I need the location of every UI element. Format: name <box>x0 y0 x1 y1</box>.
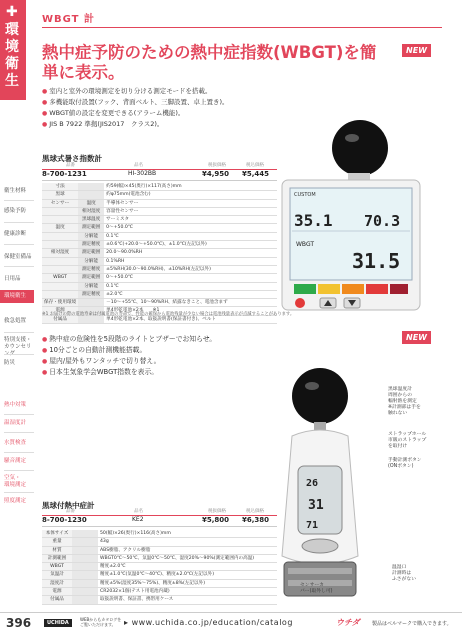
sidebar-item-1[interactable]: 感染予防 <box>4 208 27 214</box>
spec-key: 相対湿度 <box>42 249 78 257</box>
sidebar-sub-1[interactable]: 温湿度計 <box>4 420 27 426</box>
svg-text:35.1: 35.1 <box>294 211 333 230</box>
svg-text:CUSTOM: CUSTOM <box>294 192 316 198</box>
spec-row <box>42 241 277 249</box>
callout-button: 手動計測ボタン (ONボタン) <box>388 458 422 469</box>
footer-rule <box>0 612 462 613</box>
footnote: ※1 お届けの際の電池寿命は付属電池の寿命で、性能の確保から電池残量が少ない場合は電池残量表示が点滅することがあります。 <box>42 312 295 317</box>
spec-row <box>42 224 277 232</box>
spec-subkey <box>72 571 98 579</box>
spec-key: 湿度計 <box>42 579 72 587</box>
spec-row <box>42 554 277 562</box>
svg-text:71: 71 <box>306 520 319 531</box>
product-title-2: 黒球付熱中症計 <box>42 501 95 510</box>
spec-subkey: 黒球温度 <box>78 216 104 224</box>
spec-row <box>42 232 277 240</box>
spec-row <box>42 249 277 257</box>
spec-value: 単4形乾電池×2本 ※1 <box>104 307 277 315</box>
spec-row <box>42 282 277 290</box>
spec-key: 寸法 <box>42 183 78 191</box>
feature-item: ● 熱中症の危険性を5段階のライトとブザーでお知らせ。 <box>42 334 292 345</box>
footer-brand: ウチダ <box>336 618 360 627</box>
sidebar-sub-5[interactable]: 照度測定 <box>4 498 27 504</box>
spec-key <box>42 216 78 224</box>
spec-value: ±2.0℃ <box>104 290 277 298</box>
category-rule <box>42 27 442 28</box>
sidebar-item-2[interactable]: 健康診断 <box>4 231 27 237</box>
footer-web-note: WEBからもカタログを ご覧いただけます。 <box>80 617 122 627</box>
spec-value: 43g <box>98 538 277 546</box>
spec-row <box>42 588 277 596</box>
spec-value: ±0.6℃(+20.0～+50.0℃)、±1.0℃(左記以外) <box>104 241 277 249</box>
spec-subkey: 測定範囲 <box>78 249 104 257</box>
spec-row <box>42 207 277 215</box>
spec-subkey <box>78 191 104 199</box>
spec-subkey <box>72 579 98 587</box>
spec-row <box>42 290 277 298</box>
spec-subkey <box>72 588 98 596</box>
sidebar-sub-3[interactable]: 騒音測定 <box>4 458 27 464</box>
spec-value: 0～+50.0℃ <box>104 274 277 282</box>
spec-subkey: 分解能 <box>78 257 104 265</box>
spec-row <box>42 596 277 604</box>
sidebar-item-7[interactable]: 特別支援・ カウンセリ <box>4 337 32 350</box>
spec-key: 黒球 <box>42 191 78 199</box>
sidebar-item-9[interactable]: 防災 <box>4 360 16 366</box>
spec-value: 0.1℃ <box>104 232 277 240</box>
feature-item: ● 屋内/屋外もワンタッチで切り替え。 <box>42 356 292 367</box>
spec-table-1 <box>42 183 277 324</box>
sidebar <box>0 0 36 644</box>
spec-subkey: 測定範囲 <box>78 224 104 232</box>
spec-key <box>42 241 78 249</box>
feature-item: ● WBGT値の設定を変更できる(アラーム機能)。 <box>42 108 292 119</box>
feature-item: ● JIS B 7922 準拠(JIS2017 クラス2)。 <box>42 119 292 130</box>
spec-value: 精度±1.0℃(気温0℃～40℃)、精度±2.0℃(左記以外) <box>98 571 277 579</box>
spec-key <box>42 232 78 240</box>
spec-subkey: 相対湿度 <box>78 207 104 215</box>
sidebar-item-0[interactable]: 衛生材料 <box>4 188 27 194</box>
spec-row <box>42 530 277 538</box>
spec-key <box>42 265 78 273</box>
product-table-header-2: 品番 品名 税抜価格 税込価格 <box>42 508 277 516</box>
page-number: 396 <box>6 616 32 630</box>
spec-key: WBGT <box>42 563 72 571</box>
spec-row <box>42 199 277 207</box>
sidebar-item-3[interactable]: 保健室備品 <box>4 254 32 260</box>
spec-subkey <box>72 546 98 554</box>
spec-row <box>42 299 277 307</box>
feature-list-2 <box>42 334 292 378</box>
sidebar-header <box>0 0 26 100</box>
callout-cover: センサーカ バー(取外し可) <box>300 583 333 594</box>
product-table-header-1: 品番 品名 税抜価格 税込価格 <box>42 162 277 170</box>
callout-strap: ストラップホール 市販のストラップ を取付け <box>388 432 427 449</box>
spec-subkey <box>72 538 98 546</box>
spec-value: 半導体センサー <box>104 199 277 207</box>
spec-key: 温度 <box>42 224 78 232</box>
new-badge-2: NEW <box>402 331 431 344</box>
spec-key <box>42 257 78 265</box>
spec-row <box>42 216 277 224</box>
spec-key: 付属品 <box>42 596 72 604</box>
spec-value: 精度±2.0℃ <box>98 563 277 571</box>
spec-subkey: 分解能 <box>78 232 104 240</box>
spec-value: サーミスタ <box>104 216 277 224</box>
spec-row <box>42 538 277 546</box>
feature-item: ● 日本生気象学会WBGT指数を表示。 <box>42 367 292 378</box>
callout-vent: 温湿口 計測時は ふさがない <box>392 565 416 582</box>
black-globe <box>332 120 388 176</box>
sidebar-sub-0[interactable]: 熱中対策 <box>4 402 27 408</box>
spec-subkey: 測定精度 <box>78 290 104 298</box>
feature-list-1 <box>42 86 292 130</box>
callout-globe: 黒球温度計 周囲からの 輻射熱を測定 ※計測部は手を 触れない <box>388 387 421 416</box>
spec-subkey <box>78 183 104 191</box>
spec-value: 容量性センサー <box>104 207 277 215</box>
spec-row <box>42 265 277 273</box>
black-globe-2 <box>292 368 348 424</box>
svg-text:70.3: 70.3 <box>364 212 401 230</box>
spec-subkey: 測定精度 <box>78 265 104 273</box>
spec-row <box>42 191 277 199</box>
svg-text:26: 26 <box>306 478 319 489</box>
footer-url[interactable]: ▸ www.uchida.co.jp/education/catalog <box>124 618 293 627</box>
footer-note: 製品はベルマークで購入できます。 <box>372 621 452 627</box>
spec-value: CR2032×1個(テスト用電池内蔵) <box>98 588 277 596</box>
spec-row <box>42 563 277 571</box>
feature-item: ● 多機能取付設置(フック、背面ベルト、三脚設置、卓上置き)。 <box>42 97 292 108</box>
spec-value: ±5%RH(30.0～90.0%RH)、±10%RH(左記以外) <box>104 265 277 273</box>
spec-row <box>42 546 277 554</box>
spec-value: ABS樹脂、アクリル樹脂 <box>98 546 277 554</box>
svg-text:31: 31 <box>308 498 324 513</box>
spec-row <box>42 571 277 579</box>
spec-key: WBGT <box>42 274 78 282</box>
spec-subkey: 分解能 <box>78 282 104 290</box>
spec-row <box>42 579 277 587</box>
spec-value: 50(幅)×26(奥行)×116(高さ)mm <box>98 530 277 538</box>
sidebar-item-4[interactable]: 日用品 <box>4 276 21 282</box>
spec-value: 約φ75mm(電池含む) <box>104 191 277 199</box>
spec-subkey: 温度 <box>78 199 104 207</box>
spec-row <box>42 257 277 265</box>
spec-value: 0～+50.0℃ <box>104 224 277 232</box>
spec-subkey: 測定精度 <box>78 241 104 249</box>
spec-subkey <box>72 530 98 538</box>
spec-key: 気温計 <box>42 571 72 579</box>
sidebar-sub-2[interactable]: 水質検査 <box>4 440 27 446</box>
spec-value: 20.0～90.0%RH <box>104 249 277 257</box>
spec-value: 精度±5%(湿度35%～75%)、精度±8%(左記以外) <box>98 579 277 587</box>
sidebar-sub-4[interactable]: 空気・ 環境測定 <box>4 475 27 488</box>
svg-text:31.5: 31.5 <box>352 249 401 273</box>
sidebar-section-title: 環境衛生 <box>5 22 19 89</box>
spec-value: WBGT0℃～50℃、気温0℃～50℃、湿度20%～90%(測定範囲内の高温) <box>98 554 277 562</box>
spec-key: 付属品 <box>42 315 78 323</box>
spec-subkey <box>78 299 104 307</box>
product-row-2: 8-700-1230 KE2 ¥5,800 ¥6,380 <box>42 516 277 527</box>
plus-icon: ✚ <box>6 4 18 20</box>
feature-item: ● 室内と室外の環境測定を切り分ける測定モードを搭載。 <box>42 86 292 97</box>
spec-key <box>42 290 78 298</box>
wbgt-meter-illustration <box>272 118 422 318</box>
spec-row <box>42 183 277 191</box>
power-button-icon <box>295 298 305 308</box>
spec-value: 約59(幅)×45(奥行)×117(高さ)mm <box>104 183 277 191</box>
uchida-logo: UCHIDA <box>44 619 72 627</box>
spec-key: 電源 <box>42 588 72 596</box>
spec-subkey: 測定範囲 <box>78 274 104 282</box>
spec-value: 取扱説明書、保証書、携帯用ケース <box>98 596 277 604</box>
spec-value: 0.1%RH <box>104 257 277 265</box>
spec-subkey <box>72 554 98 562</box>
page-headline: 熱中症予防のための熱中症指数(WBGT)を簡単に表示。 <box>42 43 377 82</box>
spec-key: 材質 <box>42 546 72 554</box>
spec-key: 保存・使用環境 <box>44 300 77 306</box>
spec-key <box>42 207 78 215</box>
spec-key: 重量 <box>42 538 72 546</box>
spec-key: 本体サイズ <box>42 530 72 538</box>
spec-key: センサー <box>42 199 78 207</box>
sidebar-item-6[interactable]: 救急処置 <box>4 318 27 324</box>
sidebar-item-active[interactable]: 環境衛生 <box>0 290 34 303</box>
spec-key: 計測範囲 <box>42 554 72 562</box>
spec-value: 単4形乾電池×2本、取扱説明書(保証書付き)、ベルト <box>104 315 277 323</box>
new-badge: NEW <box>402 44 431 57</box>
heat-meter-illustration <box>262 366 382 606</box>
svg-text:WBGT: WBGT <box>296 241 315 248</box>
spec-key <box>42 282 78 290</box>
spec-key: 電源 <box>42 307 78 315</box>
spec-table-2 <box>42 530 277 605</box>
spec-row <box>42 274 277 282</box>
category-label: WBGT 計 <box>42 14 95 25</box>
product-title-1: 黒球式暑さ指数計 <box>42 154 102 163</box>
spec-subkey <box>72 563 98 571</box>
spec-value: －10～+55℃、10～90%RH、結露なきこと、電池含まず <box>104 299 277 307</box>
product-row-1: 8-700-1231 HI-302BB ¥4,950 ¥5,445 <box>42 170 277 181</box>
feature-item: ● 10分ごとの自動計測機能搭載。 <box>42 345 292 356</box>
spec-value: 0.1℃ <box>104 282 277 290</box>
spec-subkey <box>72 596 98 604</box>
